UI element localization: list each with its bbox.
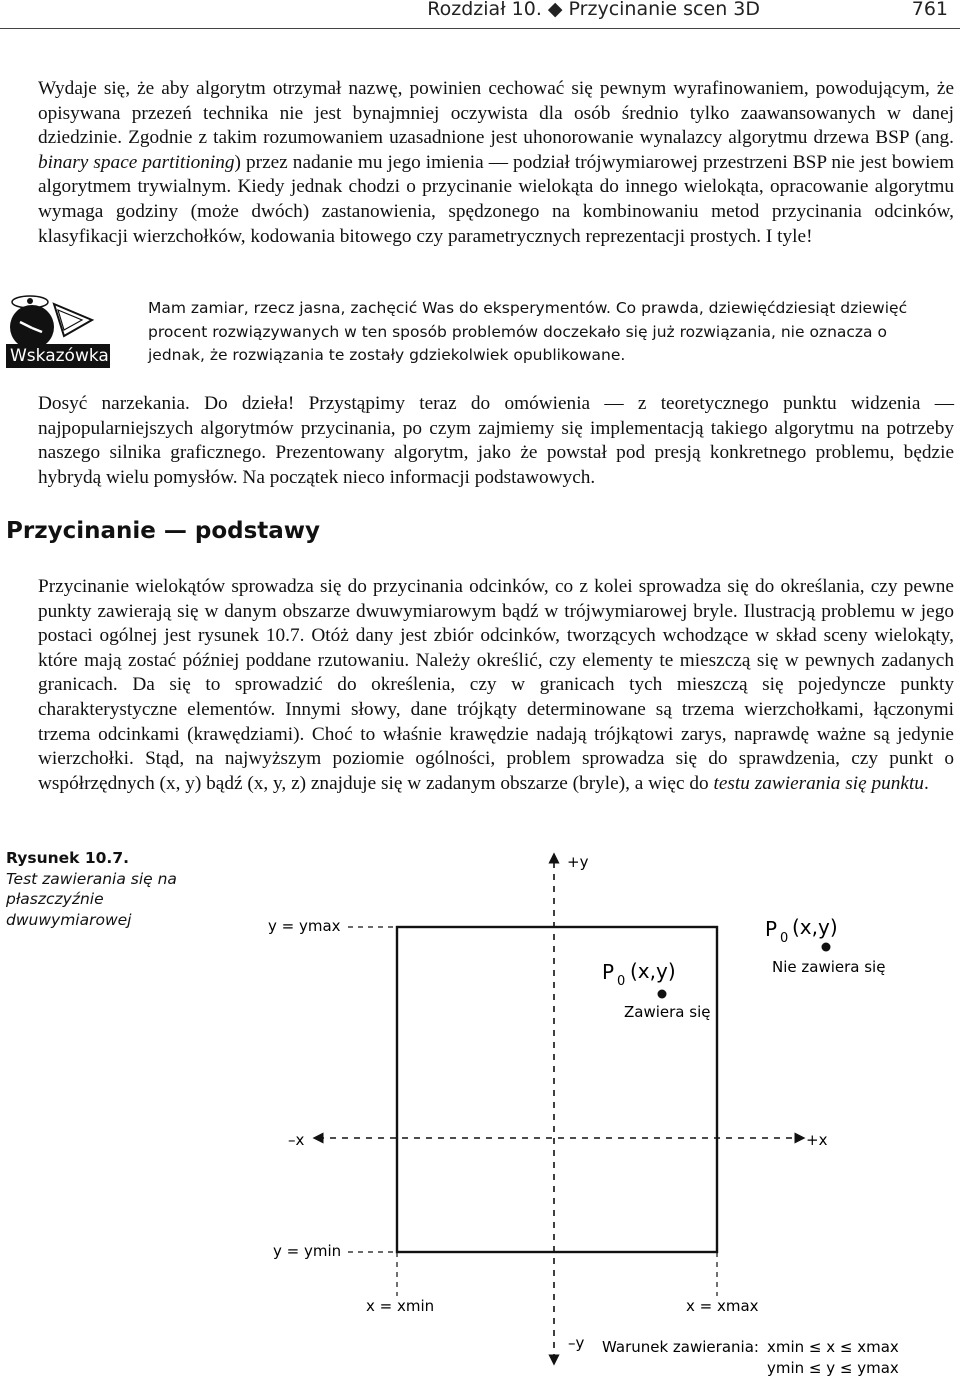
condition-x: xmin ≤ x ≤ xmax	[767, 1338, 899, 1356]
point-outside-marker	[822, 943, 831, 952]
label-xmax: x = xmax	[686, 1297, 759, 1315]
section-title: Przycinanie — podstawy	[6, 518, 321, 544]
chapter-title: Rozdział 10. ◆ Przycinanie scen 3D	[427, 0, 760, 20]
condition-y: ymin ≤ y ≤ ymax	[767, 1359, 899, 1377]
label-minus-y: –y	[568, 1334, 585, 1352]
hint-text	[148, 297, 948, 368]
intro-term: binary space partitioning	[38, 151, 235, 173]
point-outside-status: Nie zawiera się	[772, 958, 886, 976]
label-xmin: x = xmin	[366, 1297, 435, 1315]
label-plus-x: +x	[806, 1131, 828, 1149]
basics-text-2: .	[923, 772, 929, 794]
point-inside-coords: (x,y)	[630, 959, 676, 983]
label-ymax: y = ymax	[268, 917, 341, 935]
page-header	[0, 0, 960, 30]
containment-diagram	[0, 840, 960, 1378]
page-number: 761	[911, 0, 948, 20]
after-hint-text: Dosyć narzekania. Do dzieła! Przystąpimy teraz do omówienia — z teoretycznego punktu widzenia — najpopularniejszych algorytmów przycinania, po czym zajmiemy się implementacją takiego algorytmu na potrzeby naszego silnika graficznego. Prezentowany algorytm, jako że powstał pod presją konkretnego problemu, będzie hybrydą wielu pomysłów. Na początek nieco informacji podstawowych.	[38, 393, 954, 488]
intro-text-2: ) przez nadanie mu jego imienia — podział trójwymiarowej przestrzeni BSP nie jest bowiem algorytmem trywialnym. Kiedy jednak chodzi o przycinanie wielokąta do innego wielokąta, opracowanie algorytmu wymaga godziny (może dwóch) zastanowienia, spędzonego na kombinowaniu metod przycinania odcinków, klasyfikacji wierzchołków, kodowania bitowego czy parametrycznych reprezentacji prostych. I tyle!	[38, 151, 954, 247]
point-outside-coords: (x,y)	[792, 915, 838, 939]
header-rule	[0, 28, 960, 29]
after-hint-paragraph	[38, 392, 954, 490]
point-inside-status: Zawiera się	[624, 1003, 711, 1021]
basics-text-1: Przycinanie wielokątów sprowadza się do przycinania odcinków, co z kolei sprowadza się do określania, czy pewne punkty zawierają się w danym obszarze dwuwymiarowym bądź w trójwymiarowej bryle. Ilustracją problemu w jego postaci ogólnej jest rysunek 10.7. Otóż dany jest zbiór odcinków, tworzących wchodzące w skład sceny wielokąty, które mają zostać później poddane rzutowaniu. Należy określić, czy elementy te mieszczą się w pewnych zadanych granicach. Da się to sprowadzić do określenia, czy w granicach tych mieszczą się pojedyncze punkty charakterystyczne elementów. Innymi słowy, dane trójkąty determinowane są trzema wierzchołkami, łączonymi trzema odcinkami (krawędziami). Choć to właśnie krawędzie nadają trójkątowi zarys, naprawdę ważne są jedynie wierzchołki. Stąd, na najwyższym poziomie ogólności, problem sprowadza się do sprawdzenia, czy punkt o współrzędnych (x, y) bądź (x, y, z) znajduje się w zadanym obszarze (bryle), a więc do	[38, 576, 954, 794]
hint-text-body: Mam zamiar, rzecz jasna, zachęcić Was do eksperymentów. Co prawda, dziewięćdziesiąt dziewięć procent rozwiązywanych w ten sposób problemów doczekało się już rozwiązania, nie oznacza o jednak, że rozwiązania te zostały gdziekolwiek opublikowane.	[148, 299, 908, 364]
label-plus-y: +y	[567, 853, 589, 871]
label-ymin: y = ymin	[273, 1242, 342, 1260]
label-minus-x: –x	[288, 1131, 305, 1149]
intro-paragraph	[38, 77, 954, 249]
point-inside-marker	[658, 990, 667, 999]
basics-paragraph	[38, 575, 954, 796]
hint-badge-label: Wskazówka	[10, 346, 109, 366]
intro-text-1: Wydaje się, że aby algorytm otrzymał nazwę, powinien cechować się pewnym wyrafinowaniem, powodującym, że opisywana przezeń technika nie jest bynajmniej oczywista dla osób średnio tylko zaawansowanych w danej dziedzinie. Zgodnie z takim rozumowaniem uzasadnione jest uhonorowanie wynalazcy algorytmu drzewa BSP (ang.	[38, 78, 954, 149]
condition-label: Warunek zawierania:	[602, 1338, 759, 1356]
figure-caption-title: Rysunek 10.7.	[6, 849, 129, 867]
point-inside-subscript: 0	[617, 974, 626, 989]
point-outside-symbol: P	[765, 917, 778, 941]
basics-term: testu zawierania się punktu	[713, 772, 924, 794]
figure-caption-body: Test zawierania się na płaszczyźnie dwuwymiarowej	[6, 869, 177, 929]
point-inside-symbol: P	[602, 960, 615, 984]
hint-badge	[2, 292, 112, 372]
point-outside-subscript: 0	[780, 931, 789, 946]
